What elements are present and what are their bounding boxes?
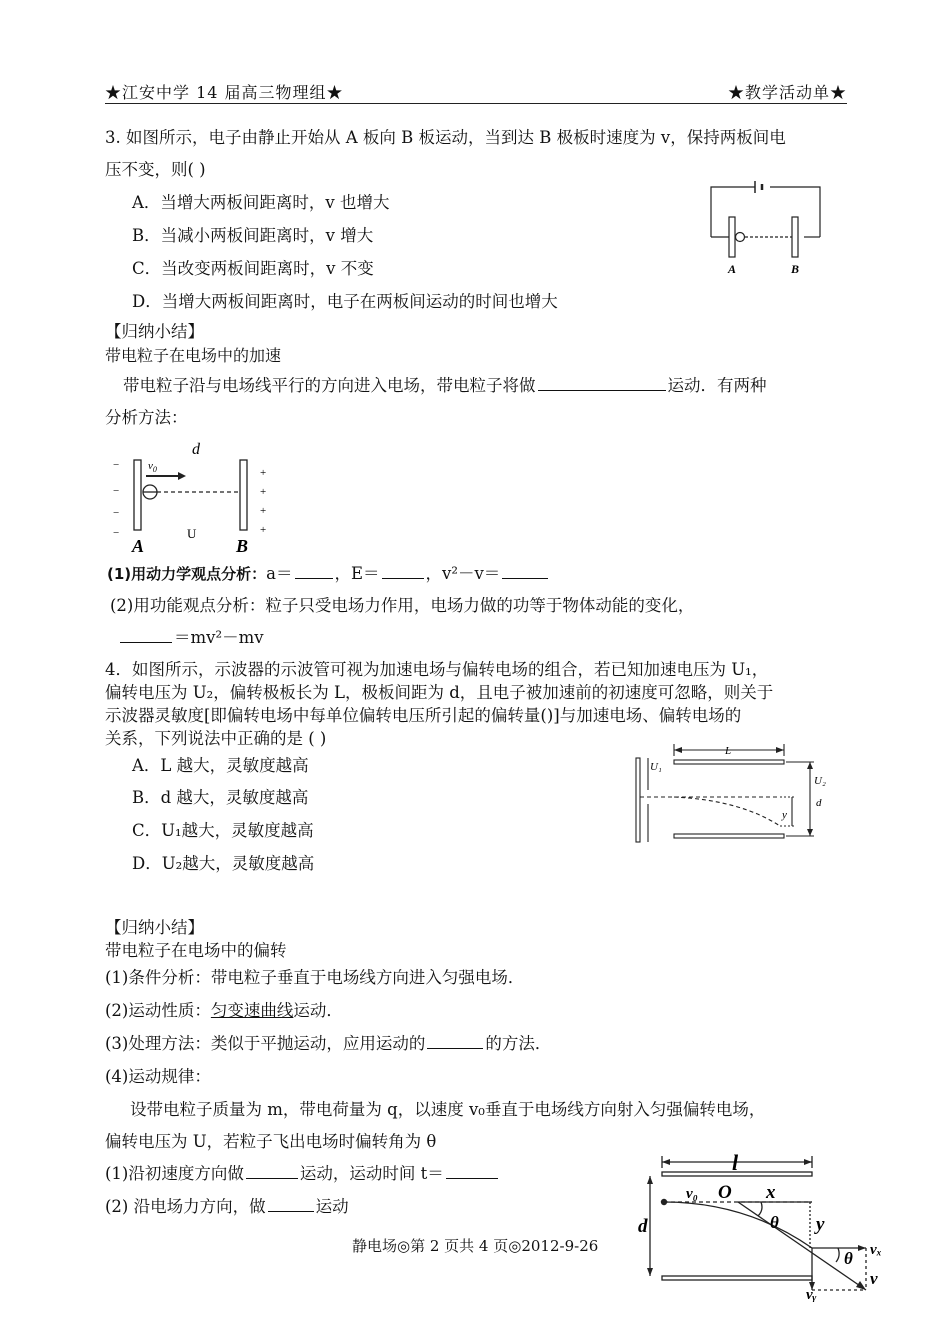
q3-option-a: A．当增大两板间距离时，v 也增大 [132,193,390,212]
summary1-para-line1 [123,372,767,396]
p3-a: (3)处理方法：类似于平抛运动，应用运动的 [105,1034,426,1053]
q3-stem-line2: 压不变，则( ) [105,160,206,179]
l-label: L [725,745,732,757]
summary1-item2 [110,592,694,616]
q4-option-b: B．d 越大，灵敏度越高 [132,788,309,807]
summary1-bracket-title: 【归纳小结】 [105,322,204,341]
item1-a: a＝ [266,564,293,583]
header-left: ★江安中学 14 届高三物理组★ [105,83,344,102]
plus-sign: + [260,524,267,536]
q3-option-c: C．当改变两板间距离时，v 不变 [132,259,374,278]
p2-underlined: 匀变速曲线 [210,1001,294,1020]
item1-e: ，E＝ [334,564,380,583]
p8-a: (2) 沿电场力方向，做 [105,1197,266,1216]
vx-label: vₓ [870,1242,882,1258]
item1-label: (1)用动力学观点分析： [107,565,267,583]
item2-text: (2)用功能观点分析：粒子只受电场力作用，电场力做的功等于物体动能的变化， [110,596,695,615]
summary2-p4: (4)运动规律： [105,1067,211,1086]
p2-a: (2)运动性质： [105,1001,211,1020]
q3-label-a: A [728,262,737,276]
page-footer: 静电场◎第 2 页共 4 页◎2012-9-26 [352,1237,599,1255]
fill-blank-time[interactable] [446,1162,498,1179]
summary2-subtitle: 带电粒子在电场中的偏转 [105,941,287,960]
q4-stem-line3: 示波器灵敏度[即偏转电场中每单位偏转电压所引起的偏转量()]与加速电场、偏转电场的 [105,706,742,725]
theta-label: θ [770,1213,779,1232]
minus-sign: − [113,507,120,519]
o-label: O [718,1182,732,1203]
l-label: l [732,1150,739,1175]
q4-stem-line1: 4．如图所示，示波器的示波管可视为加速电场与偏转电场的组合，若已知加速电压为 U₁， [105,660,769,679]
q3-stem-line1: 3. 如图所示，电子由静止开始从 A 板向 B 板运动，当到达 B 极板时速度为 v，保持两板间电 [105,128,786,147]
fill-blank-field-motion[interactable] [268,1195,314,1212]
plus-sign: + [260,467,267,479]
d-label: d [638,1216,648,1237]
fill-blank-motion-type[interactable] [538,374,666,391]
x-label: x [766,1182,776,1203]
acceleration-figure [108,432,283,557]
summary1-subtitle: 带电粒子在电场中的加速 [105,346,282,365]
q3-option-d: D．当增大两板间距离时，电子在两板间运动的时间也增大 [132,292,558,311]
p7-b: 运动，运动时间 t＝ [299,1164,444,1183]
d-label: d [816,797,822,809]
v0-label: $v_0$ [148,460,157,474]
summary1-para-line2: 分析方法： [105,408,188,427]
p2-b: 运动． [293,1001,343,1020]
p8-b: 运动 [315,1197,349,1216]
summary2-p6: 偏转电压为 U，若粒子飞出电场时偏转角为 θ [105,1132,437,1151]
fill-blank-motion[interactable] [246,1162,298,1179]
q3-plates-figure [700,175,830,280]
q4-stem-line4: 关系，下列说法中正确的是 ( ) [105,729,327,748]
summary2-p8 [105,1193,349,1217]
item1-v: ，v²－v＝ [425,564,501,583]
plate-a-label: A [132,536,145,556]
q3-label-b: B [791,262,800,276]
deflection-figure [636,1150,896,1302]
fill-blank-v[interactable] [502,562,548,579]
u1-label: U₁ [650,761,662,773]
theta-label: θ [844,1249,853,1268]
q4-stem-line2: 偏转电压为 U₂，偏转极板长为 L，极板间距为 d，且电子被加速前的初速度可忽略，则关于 [105,683,774,702]
y-label: y [782,809,787,821]
fill-blank-a[interactable] [295,562,333,579]
q4-option-a: A．L 越大，灵敏度越高 [132,756,309,775]
summary2-p5: 设带电粒子质量为 m，带电荷量为 q，以速度 v₀垂直于电场线方向射入匀强偏转电场， [130,1100,766,1119]
minus-sign: − [113,527,120,539]
item2-eq: ＝mv²－mv [174,628,264,647]
header-right: ★教学活动单★ [727,83,847,102]
q4-option-d: D．U₂越大，灵敏度越高 [132,854,315,873]
fill-blank-work[interactable] [120,626,172,643]
p7-a: (1)沿初速度方向做 [105,1164,244,1183]
v-label: v [870,1269,878,1288]
summary1-item2-eq [118,624,264,648]
q3-option-b: B．当减小两板间距离时，v 增大 [132,226,374,245]
u2-label: U₂ [814,775,826,787]
summary2-p2 [105,997,343,1021]
summary2-p3 [105,1030,551,1054]
y-label: y [816,1214,825,1235]
minus-sign: − [113,485,120,497]
summary2-bracket-title: 【归纳小结】 [105,918,204,937]
summary1-item1 [107,560,550,584]
p3-b: 的方法． [485,1034,552,1053]
summary2-p7 [105,1160,500,1184]
plus-sign: + [260,505,267,517]
v0-label: v₀ [686,1186,698,1202]
summary1-para-b: 运动．有两种 [667,376,767,395]
d-label: d [192,441,200,458]
minus-sign: − [113,459,120,471]
summary2-p1: (1)条件分析：带电粒子垂直于电场线方向进入匀强电场． [105,968,525,987]
header-rule [105,103,847,104]
plus-sign: + [260,486,267,498]
oscilloscope-figure [630,738,835,848]
vy-label: vᵧ [806,1287,817,1302]
summary1-para-a: 带电粒子沿与电场线平行的方向进入电场，带电粒子将做 [123,376,536,395]
q4-option-c: C．U₁越大，灵敏度越高 [132,821,314,840]
fill-blank-e[interactable] [382,562,424,579]
fill-blank-method[interactable] [427,1032,483,1049]
u-label: U [187,526,197,541]
plate-b-label: B [236,536,249,556]
